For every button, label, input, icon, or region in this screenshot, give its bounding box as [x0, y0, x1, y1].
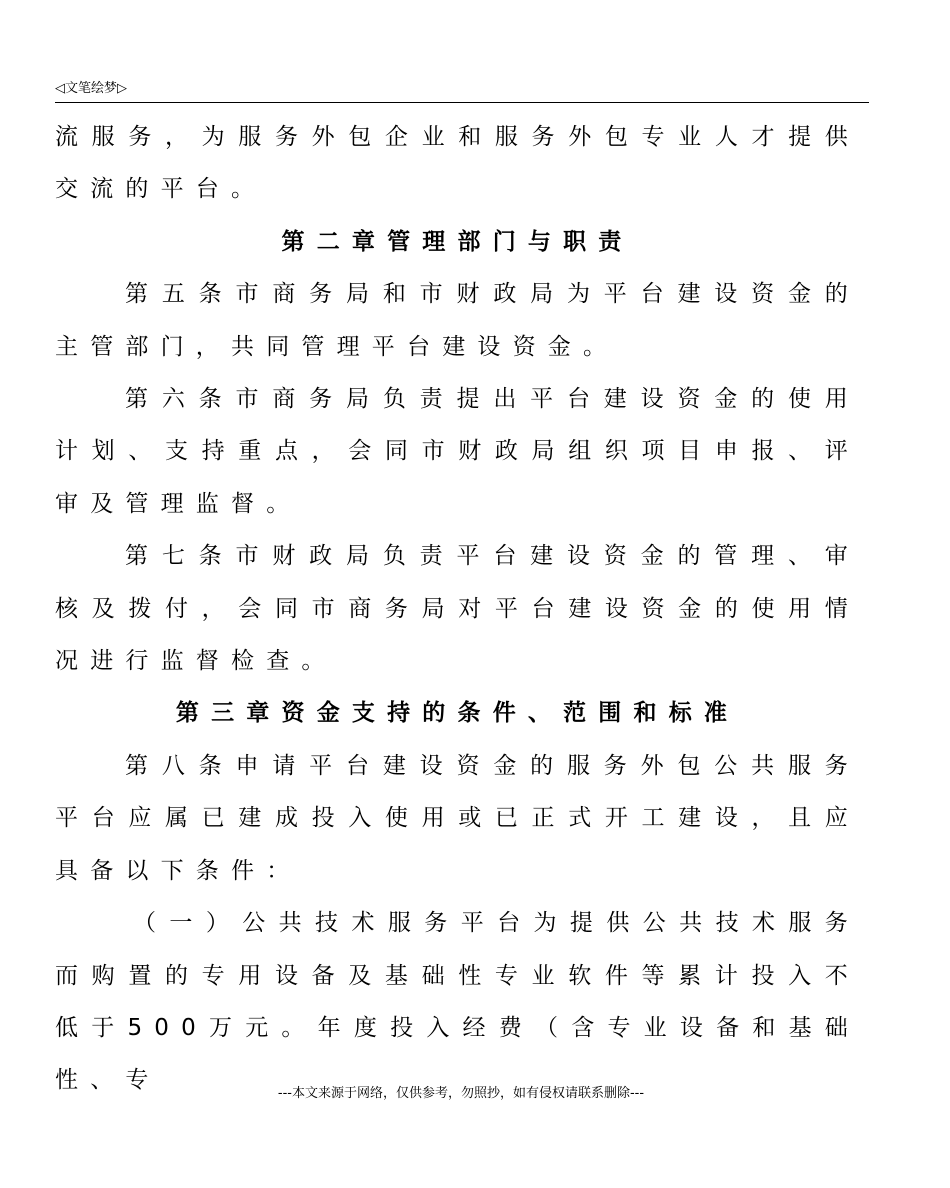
- article-8-paragraph: 第八条申请平台建设资金的服务外包公共服务平台应属已建成投入使用或已正式开工建设，且应具备以下条件：: [55, 752, 860, 884]
- page-header: [55, 78, 869, 103]
- chapter-2-heading: 第二章管理部门与职责: [281, 228, 634, 255]
- chapter-3-heading: 第三章资金支持的条件、范围和标准: [175, 700, 740, 727]
- article-7-paragraph: 第七条市财政局负责平台建设资金的管理、审核及拨付，会同市商务局对平台建设资金的使用情况进行监督检查。: [55, 543, 860, 675]
- document-body: [55, 111, 860, 1107]
- article-5-paragraph: 第五条市商务局和市财政局为平台建设资金的主管部门，共同管理平台建设资金。: [55, 281, 860, 360]
- header-label: ◁文笔绘梦▷: [55, 81, 127, 96]
- item-1-paragraph: （一）公共技术服务平台为提供公共技术服务而购置的专用设备及基础性专业软件等累计投入不低于500万元。年度投入经费（含专业设备和基础性、专: [55, 910, 860, 1094]
- page-footer-notice: ---本文来源于网络，仅供参考，勿照抄，如有侵权请联系删除---: [277, 1086, 645, 1101]
- article-6-paragraph: 第六条市商务局负责提出平台建设资金的使用计划、支持重点，会同市财政局组织项目申报、评审及管理监督。: [55, 386, 860, 517]
- paragraph-continuation: 流服务，为服务外包企业和服务外包专业人才提供交流的平台。: [55, 124, 860, 203]
